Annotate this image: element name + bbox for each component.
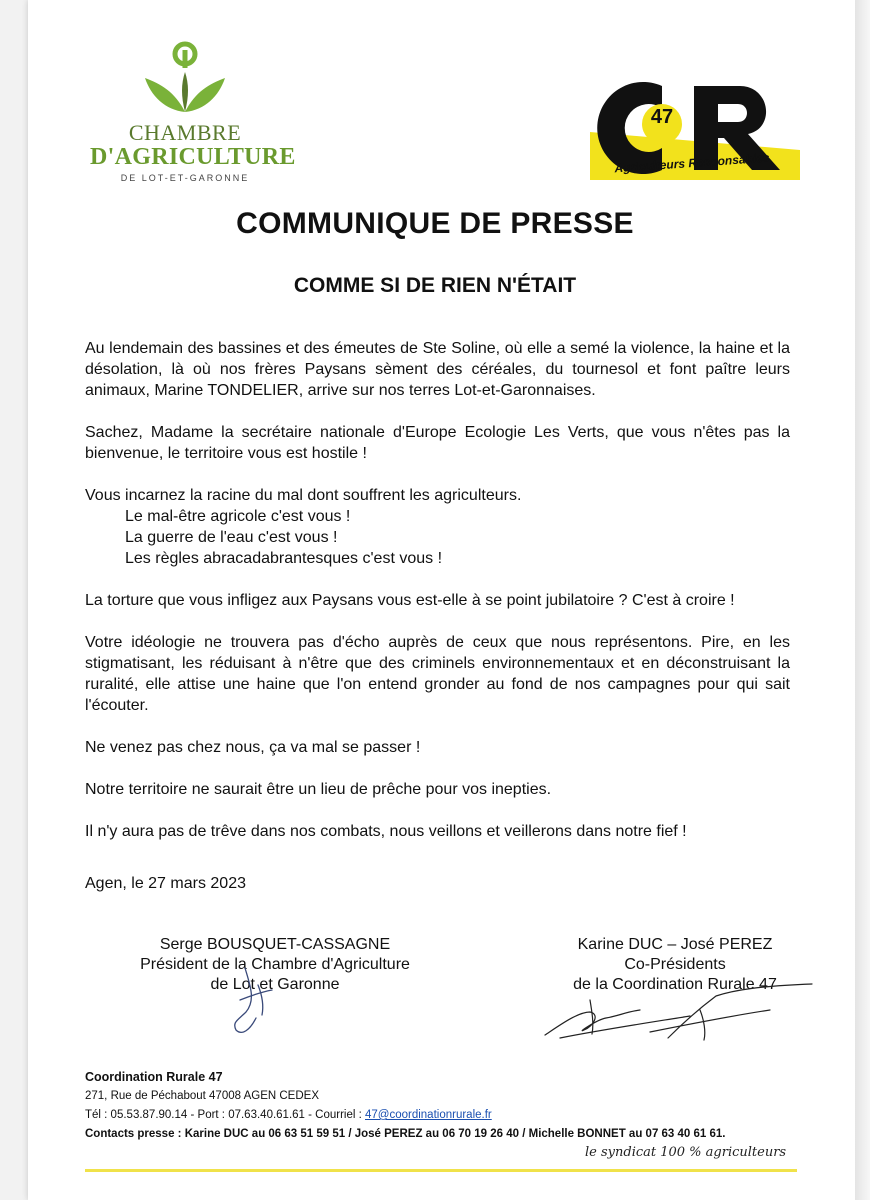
footer-contacts: Contacts presse : Karine DUC au 06 63 51 59 51 / José PEREZ au 06 70 19 26 40 / Michelle BONNET au 07 63 40 61 61. [85, 1128, 726, 1140]
paragraph-8: Il n'y aura pas de trêve dans nos combats, nous veillons et veillerons dans notre fief ! [85, 823, 687, 840]
cr47-logo [590, 78, 800, 188]
list-item: Les règles abracadabrantesques c'est vous ! [125, 550, 443, 567]
paragraph-7: Notre territoire ne saurait être un lieu de prêche pour vos inepties. [85, 781, 552, 798]
list-item: Le mal-être agricole c'est vous ! [125, 508, 351, 525]
footer-address: 271, Rue de Péchabout 47008 AGEN CEDEX [85, 1090, 319, 1102]
signatory-name: Serge BOUSQUET-CASSAGNE [159, 936, 391, 953]
paragraph-2: Sachez, Madame la secrétaire nationale d'Europe Ecologie Les Verts, que vous n'êtes pas la bienvenue, le territoire vous est hostile ! [85, 424, 790, 462]
paragraph-6: Ne venez pas chez nous, ça va mal se passer ! [85, 739, 421, 756]
footer [85, 1068, 805, 1144]
signatory-role: Co-Présidents [624, 956, 726, 973]
footer-slogan: le syndicat 100 % agriculteurs [585, 1145, 787, 1160]
slogan-underline [85, 1169, 797, 1172]
cr-logo-number: 47 [650, 106, 674, 128]
signatory-names: Karine DUC – José PEREZ [577, 936, 773, 953]
page-edge [855, 0, 870, 1200]
footer-email-link[interactable]: 47@coordinationrurale.fr [365, 1109, 492, 1121]
page-subtitle: COMME SI DE RIEN N'ÉTAIT [293, 274, 577, 297]
cr-logo-tagline: Agriculteurs Responsables [613, 150, 770, 176]
paragraph-5: Votre idéologie ne trouvera pas d'écho auprès de ceux que nous représentons. Pire, en les stigmatisant, les réduisant à n'être que des criminels environnementaux et en déconstruisant la ruralité, elle attise une haine que l'on entend gronder au fond de nos campagnes pour qui sait l'écouter. [85, 634, 790, 714]
paragraph-4: La torture que vous infligez aux Paysans vous est-elle à se point jubilatoire ? C'est à croire ! [85, 592, 735, 609]
sprout-emblem-icon [135, 40, 235, 120]
date-line: Agen, le 27 mars 2023 [85, 875, 246, 892]
signature-block-right [540, 935, 810, 995]
signatory-org: de Lot et Garonne [210, 976, 340, 993]
page-title: COMMUNIQUE DE PRESSE [236, 207, 634, 240]
press-release-body [85, 338, 790, 863]
chambre-logo-line1: CHAMBRE [128, 120, 242, 145]
chambre-agriculture-logo [90, 40, 296, 190]
signatory-org: de la Coordination Rurale 47 [573, 976, 777, 993]
paragraph-1: Au lendemain des bassines et des émeutes de Ste Soline, où elle a semé la violence, la haine et la désolation, là où nos frères Paysans sèment des céréales, du tournesol et font paître leurs animaux, Marine TONDELIER, arrive sur nos terres Lot-et-Garonnaises. [85, 340, 790, 399]
signature-block-left [110, 935, 440, 995]
footer-phones-line [85, 1106, 805, 1125]
signatory-role: Président de la Chambre d'Agriculture [140, 956, 410, 973]
footer-org: Coordination Rurale 47 [85, 1070, 223, 1084]
list-item: La guerre de l'eau c'est vous ! [125, 529, 338, 546]
paragraph-3: Vous incarnez la racine du mal dont souffrent les agriculteurs. [85, 487, 522, 504]
chambre-logo-line2: D'AGRICULTURE [90, 144, 296, 170]
footer-phones: Tél : 05.53.87.90.14 - Port : 07.63.40.61.61 - Courriel : [85, 1109, 365, 1121]
chambre-logo-line3: DE LOT-ET-GARONNE [120, 173, 250, 183]
